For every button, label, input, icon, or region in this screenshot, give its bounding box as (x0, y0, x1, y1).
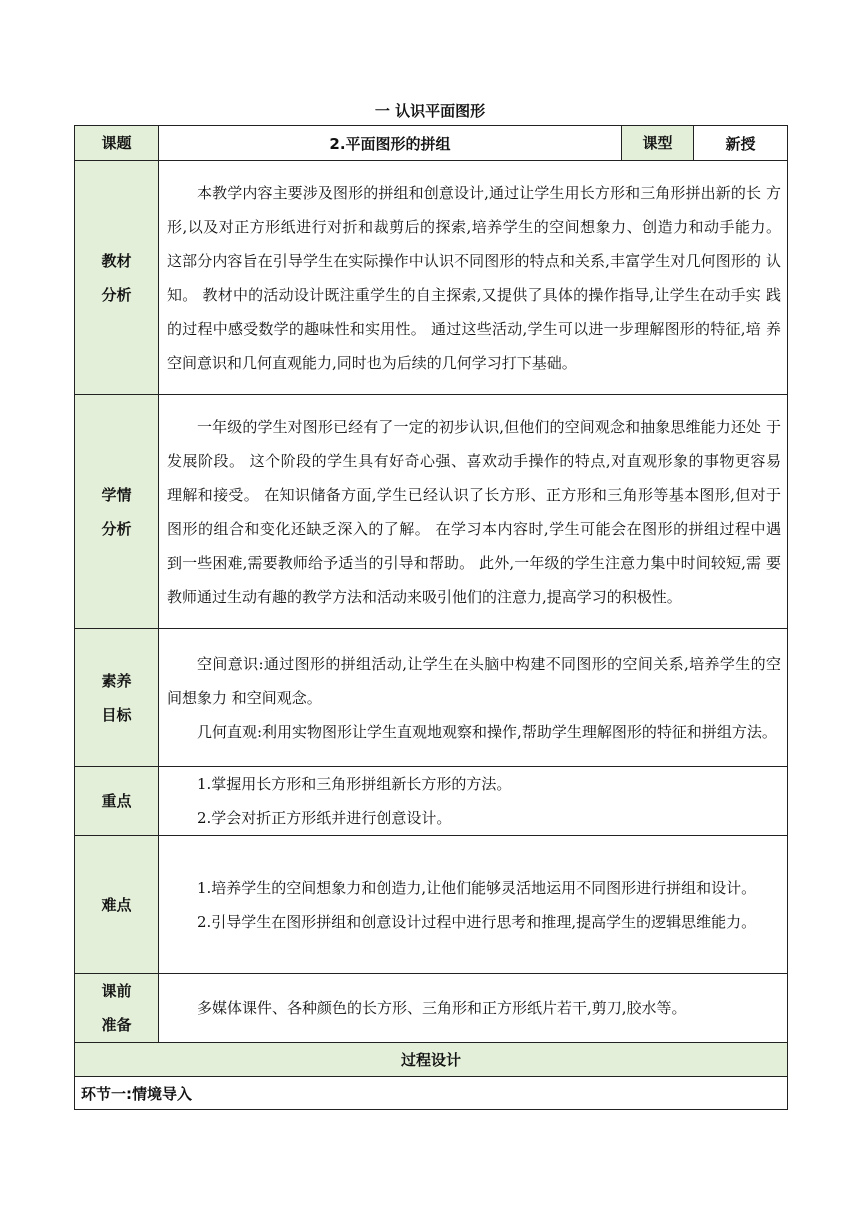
topic-label: 课题 (75, 126, 159, 161)
paragraph: 空间意识:通过图形的拼组活动,让学生在头脑中构建不同图形的空间关系,培养学生的空间想象力 和空间观念。 (167, 654, 781, 707)
textbook-analysis-row (75, 161, 788, 395)
paragraph: 本教学内容主要涉及图形的拼组和创意设计,通过让学生用长方形和三角形拼出新的长 方形,以及对正方形纸进行对折和裁剪后的探索,培养学生的空间想象力、创造力和动手能力。 这部分内容旨在引导学生在实际操作中认识不同图形的特点和关系,丰富学生对几何图形的 认知。 教材中的活动设计既注重学生的自主探索,又提供了具体的操作指导,让学生在动手实 践的过程中感受数学的趣味性和实用性。 通过这些活动,学生可以进一步理解图形的特征,培 养空间意识和几何直观能力,同时也为后续的几何学习打下基础。 (167, 183, 781, 372)
row-label: 重点 (75, 767, 159, 836)
row-content (159, 161, 788, 395)
type-value: 新授 (694, 126, 788, 161)
step-row (75, 1077, 788, 1110)
key-points-row (75, 767, 788, 836)
step-one-label: 环节一:情境导入 (75, 1077, 788, 1110)
row-label: 素养 目标 (75, 629, 159, 767)
row-label: 课前 准备 (75, 974, 159, 1043)
difficulties-row (75, 836, 788, 974)
row-label: 教材 分析 (75, 161, 159, 395)
row-content (159, 836, 788, 974)
lesson-plan-table (74, 125, 788, 1110)
row-label: 难点 (75, 836, 159, 974)
paragraph: 一年级的学生对图形已经有了一定的初步认识,但他们的空间观念和抽象思维能力还处 于发展阶段。 这个阶段的学生具有好奇心强、喜欢动手操作的特点,对直观形象的事物更容易 理解和接受。 在知识储备方面,学生已经认识了长方形、正方形和三角形等基本图形,但对于 图形的组合和变化还缺乏深入的了解。 在学习本内容时,学生可能会在图形的拼组过程中遇 到一些困难,需要教师给予适当的引导和帮助。 此外,一年级的学生注意力集中时间较短,需 要教师通过生动有趣的教学方法和活动来吸引他们的注意力,提高学习的积极性。 (167, 417, 781, 606)
page-title: 一 认识平面图形 (374, 102, 486, 120)
student-analysis-row (75, 395, 788, 629)
paragraph: 1.掌握用长方形和三角形拼组新长方形的方法。 (197, 775, 512, 793)
preparation-row (75, 974, 788, 1043)
row-content (159, 395, 788, 629)
paragraph: 几何直观:利用实物图形让学生直观地观察和操作,帮助学生理解图形的特征和拼组方法。 (197, 722, 777, 741)
literacy-goals-row (75, 629, 788, 767)
process-heading-row (75, 1043, 788, 1077)
type-label: 课型 (622, 126, 694, 161)
row-content (159, 767, 788, 836)
row-content (159, 629, 788, 767)
row-content (159, 974, 788, 1043)
paragraph: 2.学会对折正方形纸并进行创意设计。 (197, 809, 452, 827)
paragraph: 多媒体课件、各种颜色的长方形、三角形和正方形纸片若干,剪刀,胶水等。 (197, 999, 687, 1017)
topic-value: 2.平面图形的拼组 (159, 126, 622, 161)
header-row (75, 126, 788, 161)
paragraph: 1.培养学生的空间想象力和创造力,让他们能够灵活地运用不同图形进行拼组和设计。 (197, 878, 757, 897)
row-label: 学情 分析 (75, 395, 159, 629)
paragraph: 2.引导学生在图形拼组和创意设计过程中进行思考和推理,提高学生的逻辑思维能力。 (197, 912, 757, 931)
process-heading: 过程设计 (75, 1043, 788, 1077)
